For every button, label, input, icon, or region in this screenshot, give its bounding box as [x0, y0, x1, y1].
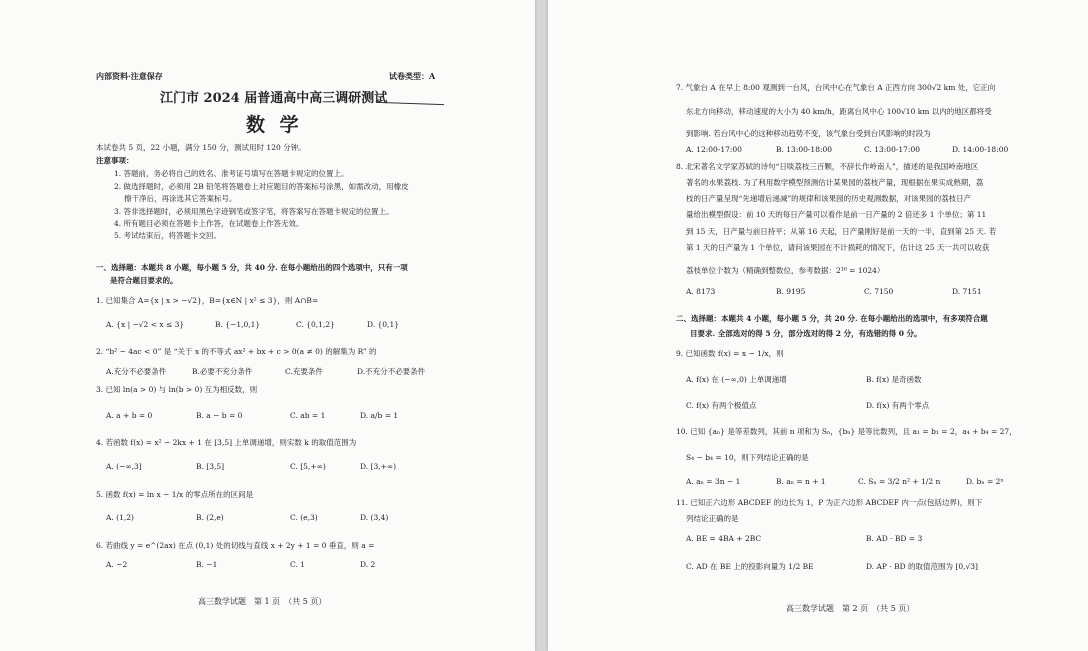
q1-option-b: B. {−1,0,1}	[215, 320, 261, 329]
q9-option-d: D. f(x) 有两个零点	[866, 401, 930, 410]
q7-line-1: 7. 气象台 A 在早上 8:00 观测到一台风，台风中心在气象台 A 正西方向 300√2 km 处，它正向	[676, 83, 996, 92]
section1-heading-cont: 是符合题目要求的。	[110, 276, 178, 285]
q11-line-2: 列结论正确的是	[686, 514, 739, 523]
q8-line-5: 到 15 天，日产量与前日持平；从第 16 天起，日产量刚好是前一天的一半，直到第 25 天. 若	[686, 227, 997, 236]
q2-option-c: C.充要条件	[285, 367, 323, 376]
q7-option-c: C. 13:00-17:00	[864, 145, 921, 154]
q8-option-d: D. 7151	[952, 287, 982, 296]
q1-stem: 1. 已知集合 A={x | x > −√2}，B={x∈N | x² ≤ 3}，则 A∩B=	[96, 296, 319, 305]
q11-option-d: D. AP · BD 的取值范围为 [0,√3]	[866, 562, 978, 571]
q2-option-d: D.不充分不必要条件	[357, 367, 426, 376]
q5-option-b: B. (2,e)	[196, 513, 224, 522]
q1-option-d: D. {0,1}	[367, 320, 399, 329]
q6-stem: 6. 若曲线 y = e^(2ax) 在点 (0,1) 处的切线与直线 x + 2y + 1 = 0 垂直，则 a =	[96, 541, 375, 550]
q11-option-a: A. BE = 4BA + 2BC	[686, 534, 762, 543]
q5-option-c: C. (e,3)	[290, 513, 318, 522]
q9-option-c: C. f(x) 有两个极值点	[686, 401, 757, 410]
exam-page-2	[548, 0, 1088, 651]
q4-option-c: C. [5,+∞)	[290, 462, 326, 471]
q3-option-a: A. a + b = 0	[106, 411, 153, 420]
q10-option-b: B. aₙ = n + 1	[776, 477, 826, 486]
q7-option-a: A. 12:00-17:00	[686, 145, 742, 154]
page1-footer: 高三数学试题 第 1 页 （共 5 页）	[198, 597, 327, 606]
q8-line-2: 著名的水果荔枝. 为了利用数学模型预测估计某果园的荔枝产量，现根据在果实成熟期，荔	[686, 178, 984, 187]
q8-option-b: B. 9195	[776, 287, 806, 296]
note-2-cont: 擦干净后，再涂选其它答案标号。	[124, 194, 237, 203]
note-1: 1. 答题前，务必将自己的姓名、准考证号填写在答题卡规定的位置上。	[114, 169, 349, 178]
section2-heading-cont: 目要求. 全部选对的得 5 分，部分选对的得 2 分，有选错的得 0 分。	[690, 329, 922, 338]
q1-option-a: A. {x | −√2 < x ≤ 3}	[106, 320, 185, 329]
q8-line-3: 枝的日产量呈现“先递增后递减”的规律和该果园的历史观测数据，对该果园的荔枝日产	[686, 194, 972, 203]
q5-option-a: A. (1,2)	[106, 513, 134, 522]
q3-stem: 3. 已知 ln(a > 0) 与 ln(b > 0) 互为相反数，则	[96, 385, 258, 394]
q6-option-a: A. −2	[106, 560, 128, 569]
q8-line-1: 8. 北宋著名文学家苏轼的诗句“日啖荔枝三百颗，不辞长作岭南人”，描述的是我国岭南地区	[676, 162, 979, 171]
notes-title: 注意事项：	[96, 156, 134, 165]
internal-label: 内部资料·注意保存	[96, 71, 163, 81]
q7-option-b: B. 13:00-18:00	[776, 145, 833, 154]
q6-option-b: B. −1	[196, 560, 218, 569]
q9-stem: 9. 已知函数 f(x) = x − 1/x，则	[676, 349, 784, 358]
q10-line-2: S₄ − b₄ = 10，则下列结论正确的是	[686, 453, 809, 462]
q1-option-c: C. {0,1,2}	[296, 320, 335, 329]
q2-stem: 2. “b² − 4ac < 0” 是 “关于 x 的不等式 ax² + bx + c > 0(a ≠ 0) 的解集为 R” 的	[96, 347, 377, 356]
q3-option-c: C. ab = 1	[290, 411, 326, 420]
q7-line-3: 到影响. 若台风中心的这种移动趋势不变，该气象台受到台风影响的时段为	[686, 129, 931, 138]
q6-option-c: C. 1	[290, 560, 306, 569]
section2-heading: 二、选择题：本题共 4 小题，每小题 5 分，共 20 分. 在每小题给出的选项中，有多项符合题	[676, 314, 988, 323]
q8-line-7: 荔枝单位个数为（精确到整数位，参考数据：2¹⁰ = 1024）	[686, 266, 885, 275]
q10-line-1: 10. 已知 {aₙ} 是等差数列，其前 n 项和为 Sₙ，{bₙ} 是等比数列，且 a₁ = b₁ = 2，a₄ + b₄ = 27，	[676, 427, 1017, 436]
q7-line-2: 东北方向移动，移动速度的大小为 40 km/h，距离台风中心 100√10 km 以内的地区都将受	[686, 107, 992, 116]
q10-option-d: D. bₙ = 2ⁿ	[966, 477, 1004, 486]
q11-option-b: B. AD · BD = 3	[866, 534, 923, 543]
q4-stem: 4. 若函数 f(x) = x² − 2kx + 1 在 [3,5] 上单调递增，则实数 k 的取值范围为	[96, 438, 357, 447]
page2-footer: 高三数学试题 第 2 页 （共 5 页）	[786, 604, 915, 613]
q5-stem: 5. 函数 f(x) = ln x − 1/x 的零点所在的区间是	[96, 490, 254, 499]
exam-page-1	[0, 0, 535, 651]
subject-title: 数 学	[246, 114, 303, 136]
q4-option-a: A. (−∞,3]	[106, 462, 142, 471]
paper-type: 试卷类型：A	[389, 71, 436, 81]
q3-option-b: B. a − b = 0	[196, 411, 243, 420]
q10-option-a: A. aₙ = 3n − 1	[686, 477, 741, 486]
q4-option-b: B. [3,5]	[196, 462, 225, 471]
note-3: 3. 答非选择题时，必须用黑色字迹钢笔或签字笔，将答案写在答题卡规定的位置上。	[114, 207, 394, 216]
note-5: 5. 考试结束后，将答题卡交回。	[114, 231, 222, 240]
q4-option-d: D. [3,+∞)	[360, 462, 397, 471]
q5-option-d: D. (3,4)	[360, 513, 389, 522]
q8-option-c: C. 7150	[864, 287, 894, 296]
q11-line-1: 11. 已知正六边形 ABCDEF 的边长为 1，P 为正六边形 ABCDEF 内一点(包括边界)，则下	[676, 498, 983, 507]
exam-title: 江门市 2024 届普通高中高三调研测试	[160, 91, 388, 106]
q9-option-a: A. f(x) 在 (−∞,0) 上单调递增	[686, 375, 787, 384]
q9-option-b: B. f(x) 是奇函数	[866, 375, 922, 384]
q8-line-6: 第 1 天的日产量为 1 个单位，请问该果园在不计损耗的情况下，估计这 25 天一共可以收获	[686, 243, 990, 252]
q3-option-d: D. a/b = 1	[360, 411, 399, 420]
q6-option-d: D. 2	[360, 560, 376, 569]
q7-option-d: D. 14:00-18:00	[952, 145, 1009, 154]
q10-option-c: C. Sₙ = 3/2 n² + 1/2 n	[858, 477, 941, 486]
section1-heading: 一、选择题：本题共 8 小题，每小题 5 分，共 40 分. 在每小题给出的四个选项中，只有一项	[96, 263, 408, 272]
q2-option-a: A.充分不必要条件	[106, 367, 167, 376]
q8-option-a: A. 8173	[686, 287, 716, 296]
q8-line-4: 量给出模型假设：前 10 天的每日产量可以看作是前一日产量的 2 倍还多 1 个单位；第 11	[686, 210, 987, 219]
exam-intro: 本试卷共 5 页，22 小题，满分 150 分，测试用时 120 分钟。	[96, 143, 306, 152]
q11-option-c: C. AD 在 BE 上的投影向量为 1/2 BE	[686, 562, 814, 571]
note-4: 4. 所有题目必须在答题卡上作答，在试题卷上作答无效。	[114, 219, 304, 228]
note-2: 2. 做选择题时，必须用 2B 铅笔将答题卷上对应题目的答案标号涂黑，如需改动，用橡皮	[114, 182, 409, 191]
q2-option-b: B.必要不充分条件	[192, 367, 253, 376]
